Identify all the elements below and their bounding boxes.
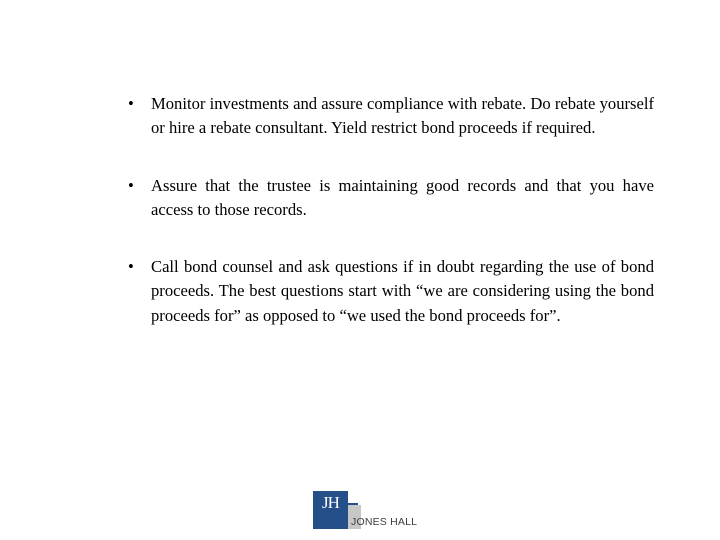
bullet-text: Call bond counsel and ask questions if in doubt regarding the use of bond proceeds. The best questions start with “we are considering using the bond proceeds for” as opposed to “we used the bond proceeds for”. (151, 257, 654, 325)
bullet-icon: • (128, 257, 134, 277)
logo-monogram: JH (313, 491, 348, 529)
bullet-item-rebate (128, 92, 654, 141)
bullet-icon: • (128, 175, 134, 195)
jones-hall-logo (313, 491, 423, 531)
bullet-text: Assure that the trustee is maintaining good records and that you have access to those records. (151, 175, 654, 219)
bullet-item-bond-counsel (128, 255, 654, 328)
bullet-list (128, 92, 654, 328)
bullet-item-trustee (128, 174, 654, 223)
bullet-icon: • (128, 94, 134, 113)
bullet-text: Monitor investments and assure compliance with rebate. Do rebate yourself or hire a rebate consultant. Yield restrict bond proceeds if required. (151, 94, 654, 138)
logo-wordmark: JONES HALL (351, 516, 418, 528)
